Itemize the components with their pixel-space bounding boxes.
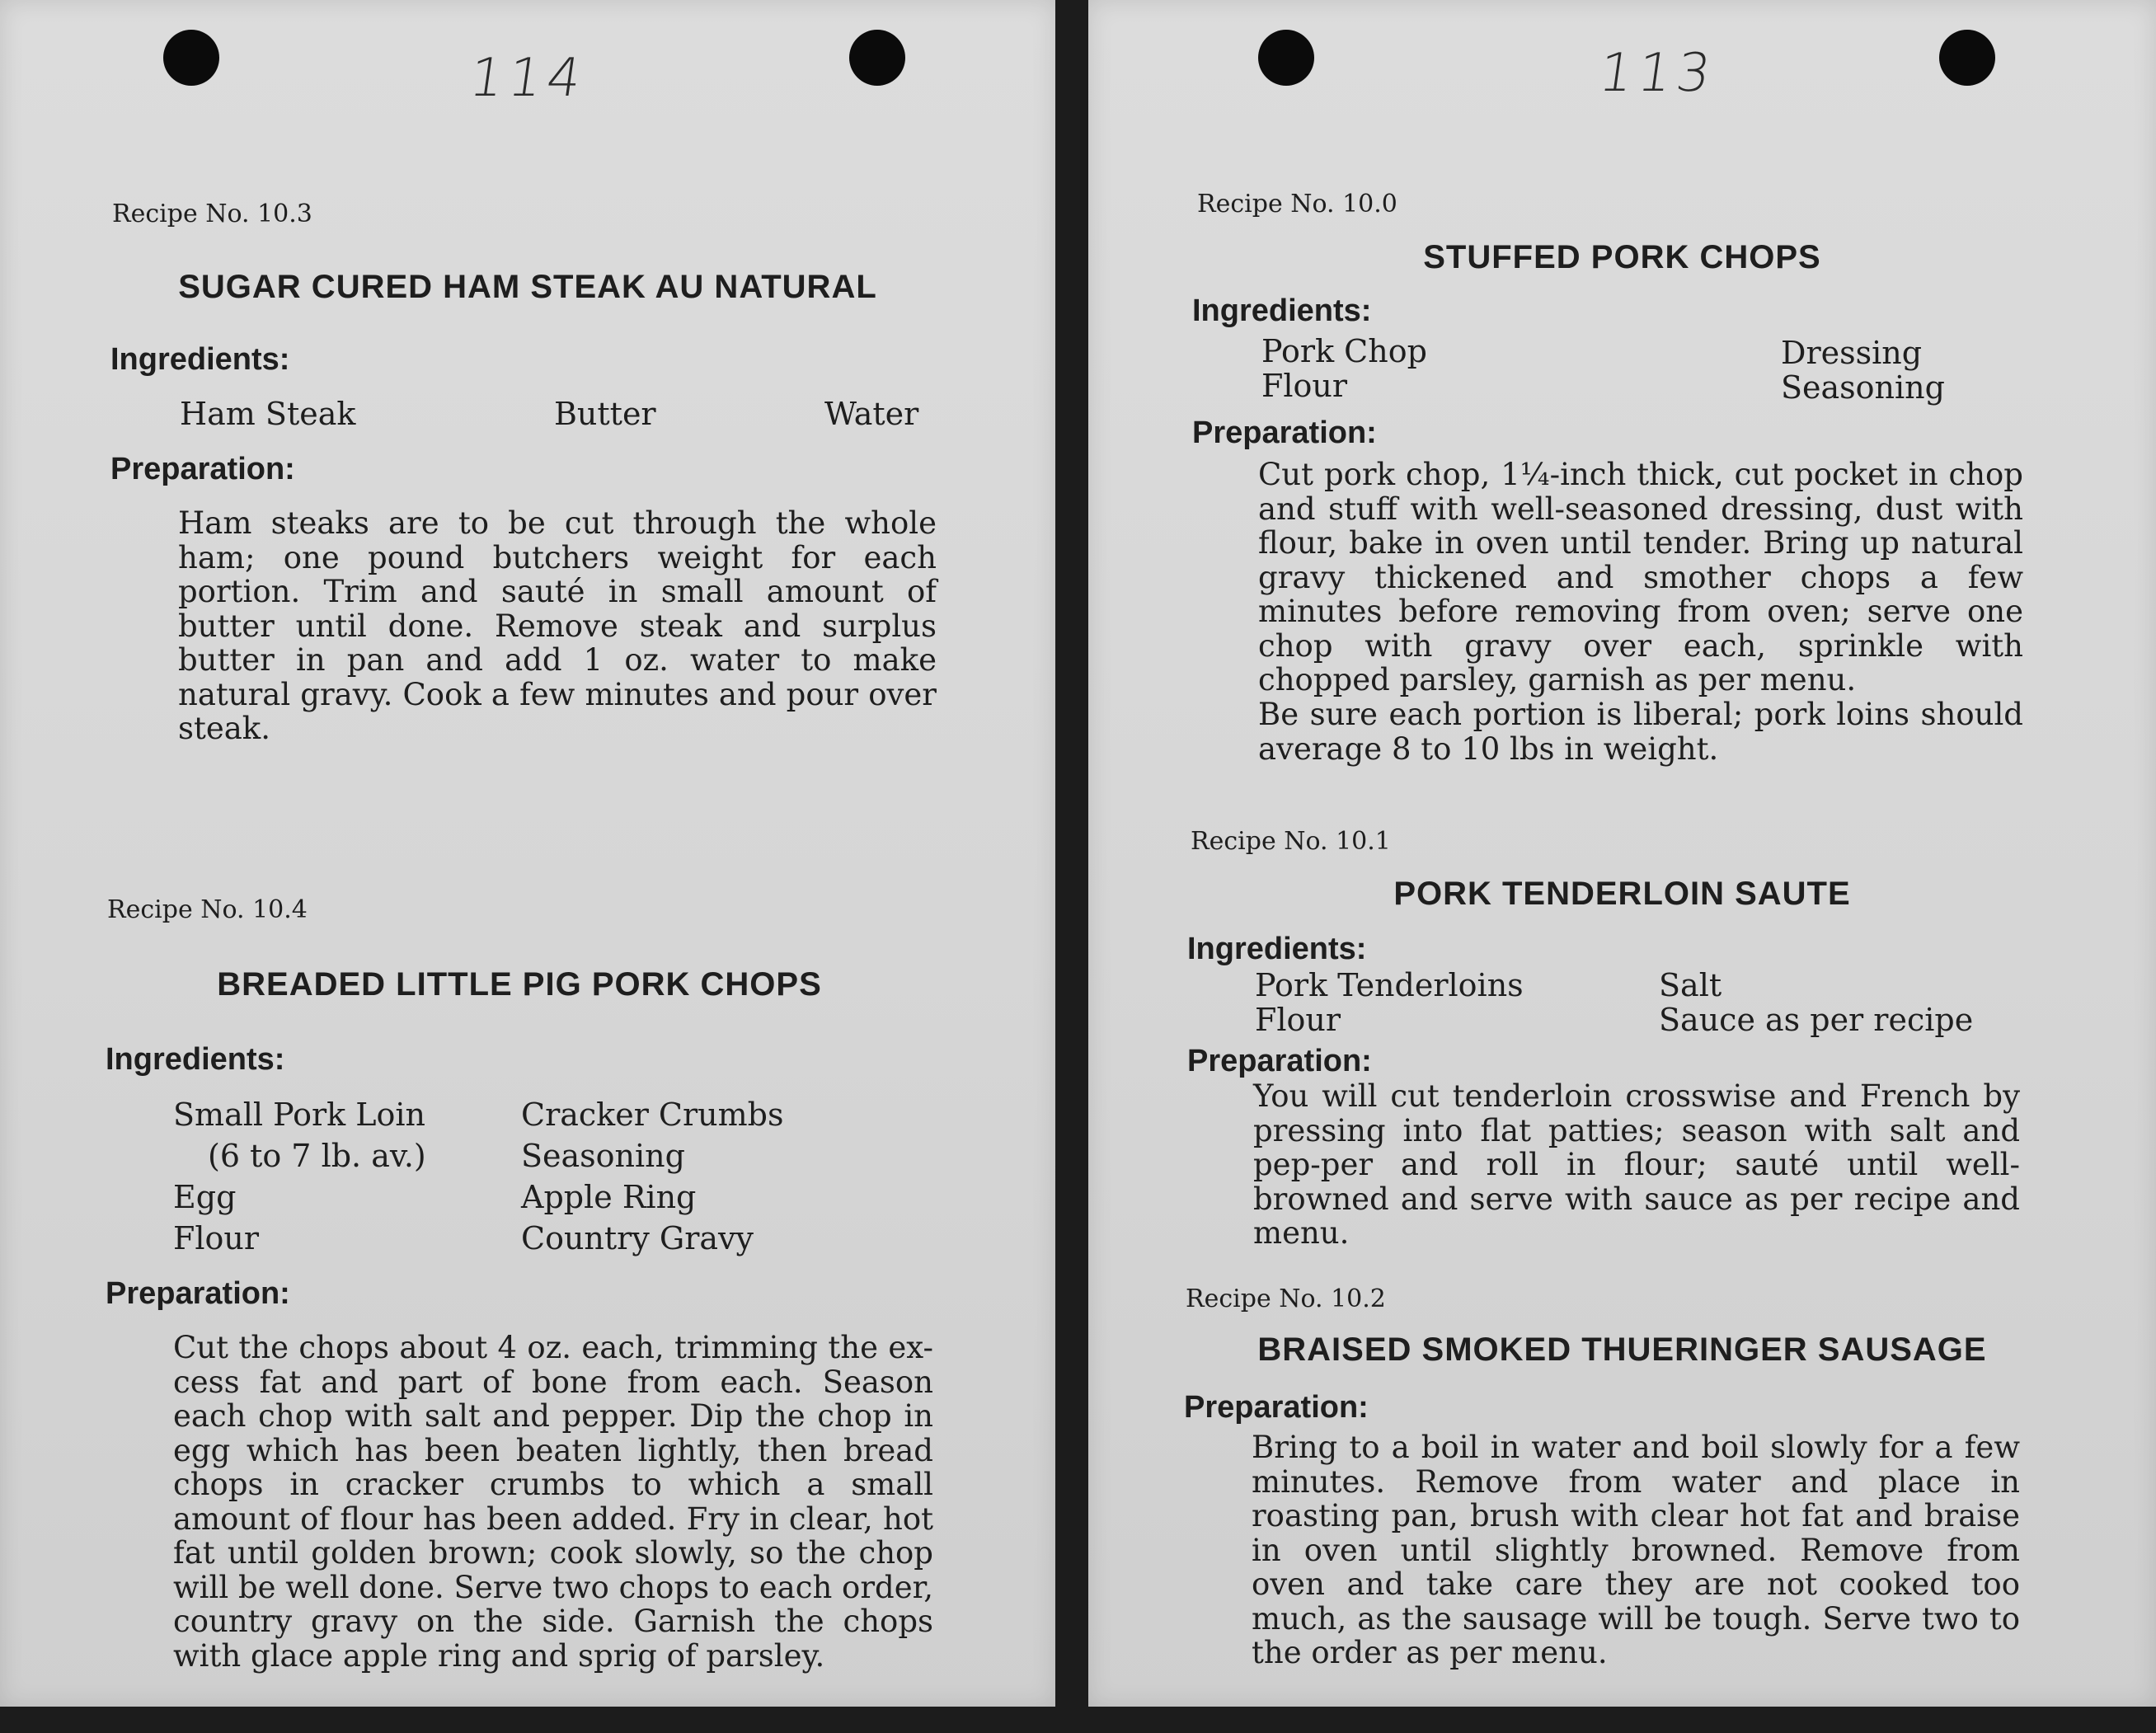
ingredients-label: Ingredients:: [1192, 294, 1372, 328]
ingredient: Pork Chop: [1261, 333, 1427, 369]
recipe-number: Recipe No. 10.3: [112, 200, 312, 228]
recipe-title: PORK TENDERLOIN SAUTE: [1393, 876, 1851, 912]
ingredient: Dressing: [1781, 335, 1923, 371]
preparation-label: Preparation:: [1184, 1390, 1369, 1425]
recipe-title: SUGAR CURED HAM STEAK AU NATURAL: [178, 269, 877, 305]
punch-hole: [163, 30, 219, 86]
ingredient: (6 to 7 lb. av.): [208, 1138, 426, 1174]
preparation-text: Bring to a boil in water and boil slowly for a few minutes. Remove from water and place in roasting pan, brush with clear hot fat and braise in oven until slightly browned. Remove from oven and take care they are not cooked too much, as the sausage will be tough. Serve two to the order as per menu.: [1252, 1430, 2020, 1670]
ingredients-label: Ingredients:: [1187, 932, 1367, 966]
ingredient: Water: [824, 396, 919, 432]
preparation-label: Preparation:: [1192, 416, 1377, 450]
recipe-card-left: [0, 0, 1055, 1707]
recipe-number: Recipe No. 10.2: [1186, 1284, 1386, 1313]
recipe-number: Recipe No. 10.1: [1191, 827, 1391, 856]
punch-hole: [1939, 30, 1995, 86]
page-number: 113: [1595, 43, 1720, 104]
ingredient: Egg: [173, 1179, 237, 1215]
recipe-number: Recipe No. 10.0: [1197, 190, 1397, 218]
preparation-label: Preparation:: [110, 452, 295, 486]
ingredient: Ham Steak: [180, 396, 356, 432]
ingredient: Flour: [1255, 1002, 1341, 1038]
ingredient: Seasoning: [521, 1138, 685, 1174]
ingredients-label: Ingredients:: [106, 1042, 285, 1077]
ingredient: Seasoning: [1781, 369, 1945, 406]
preparation-text: Ham steaks are to be cut through the whole ham; one pound butchers weight for each portion. Trim and sauté in small amount of butter until done. Remove steak and surplus butter in pan and add 1 oz. water to make natural gravy. Cook a few minutes and pour over steak.: [178, 505, 937, 746]
ingredient: Flour: [1261, 368, 1348, 404]
recipe-title: BREADED LITTLE PIG PORK CHOPS: [217, 966, 822, 1003]
recipe-number: Recipe No. 10.4: [107, 895, 308, 924]
punch-hole: [1258, 30, 1314, 86]
ingredient: Apple Ring: [521, 1179, 697, 1215]
preparation-label: Preparation:: [1187, 1044, 1372, 1078]
punch-hole: [849, 30, 905, 86]
page-number: 114: [465, 48, 590, 109]
recipe-card-right: [1088, 0, 2156, 1707]
preparation-text: Cut the chops about 4 oz. each, trimming the ex-cess fat and part of bone from each. Season each chop with salt and pepper. Dip the chop in egg which has been beaten lightly, then bread chops in cracker crumbs to which a small amount of flour has been added. Fry in clear, hot fat until golden brown; cook slowly, so the chop will be well done. Serve two chops to each order, country gravy on the side. Garnish the chops with glace apple ring and sprig of parsley.: [173, 1330, 933, 1674]
preparation-label: Preparation:: [106, 1276, 290, 1311]
ingredient: Pork Tenderloins: [1255, 967, 1524, 1003]
ingredient: Cracker Crumbs: [521, 1097, 784, 1133]
preparation-note: Be sure each portion is liberal; pork loins should average 8 to 10 lbs in weight.: [1258, 697, 2023, 767]
recipe-title: BRAISED SMOKED THUERINGER SAUSAGE: [1257, 1331, 1987, 1368]
ingredient: Salt: [1659, 967, 1722, 1003]
ingredients-label: Ingredients:: [110, 342, 290, 377]
ingredient: Flour: [173, 1220, 260, 1256]
ingredient: Sauce as per recipe: [1659, 1002, 1974, 1038]
preparation-text: You will cut tenderloin crosswise and French by pressing into flat patties; season with salt and pep-per and roll in flour; sauté until well-browned and serve with sauce as per recipe and menu.: [1253, 1078, 2020, 1251]
ingredient: Country Gravy: [521, 1220, 754, 1256]
ingredient: Butter: [554, 396, 656, 432]
ingredient: Small Pork Loin: [173, 1097, 426, 1133]
preparation-text: Cut pork chop, 1¼-inch thick, cut pocket in chop and stuff with well-seasoned dressing, dust with flour, bake in oven until tender. Bring up natural gravy thickened and smother chops a few minutes before removing from oven; serve one chop with gravy over each, sprinkle with chopped parsley, garnish as per menu.: [1258, 457, 2023, 697]
recipe-title: STUFFED PORK CHOPS: [1423, 239, 1821, 275]
